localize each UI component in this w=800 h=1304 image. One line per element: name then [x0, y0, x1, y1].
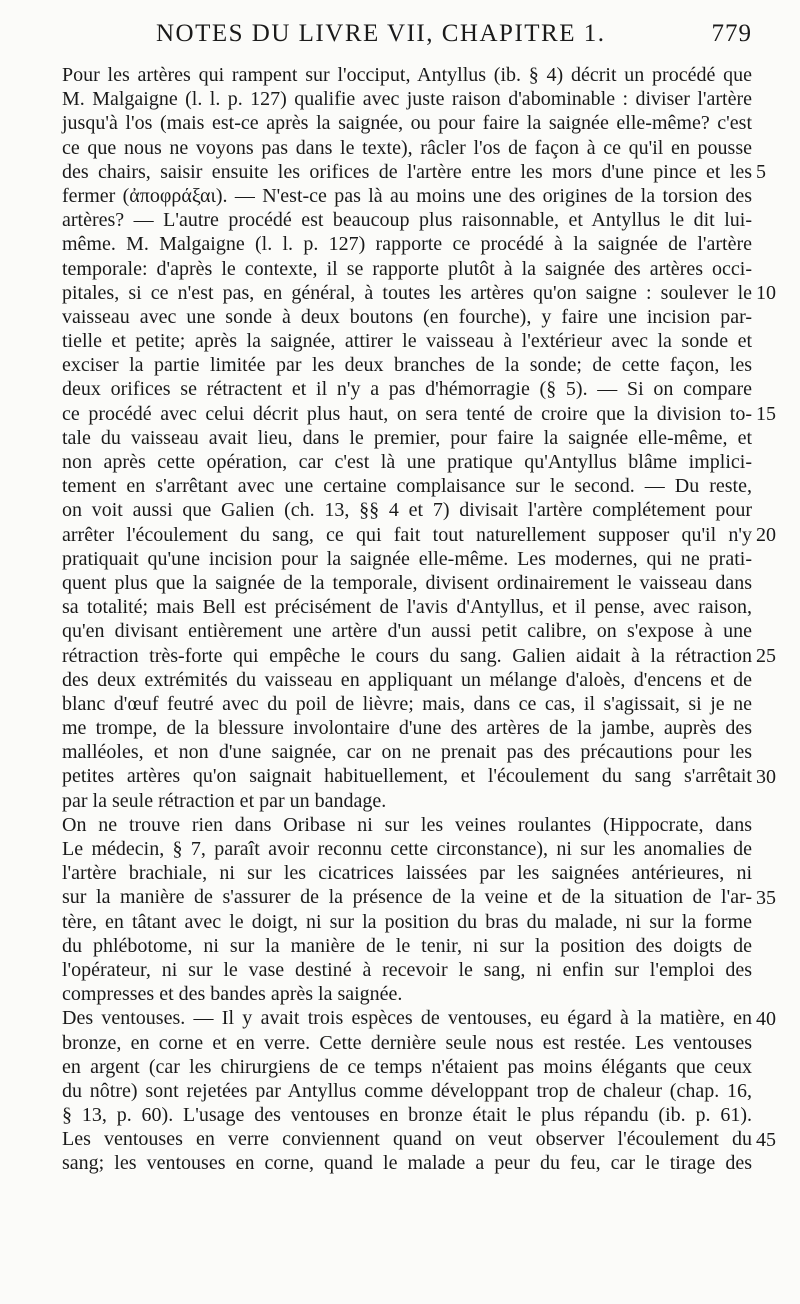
text-line: du nôtre) sont rejetées par Antyllus comme développant trop de chaleur (chap. 16,: [62, 1079, 752, 1102]
text-line: du phlébotome, ni sur la manière de le tenir, ni sur la position des doigts de: [62, 934, 752, 957]
text-line: bronze, en corne et en verre. Cette dernière seule nous est restée. Les ventouses: [62, 1031, 752, 1054]
text-line: On ne trouve rien dans Oribase ni sur les veines roulantes (Hippocrate, dans: [62, 813, 752, 836]
text-line: Les ventouses en verre conviennent quand on veut observer l'écoulement du: [62, 1128, 752, 1151]
text-line: tielle et petite; après la saignée, attirer le vaisseau à l'extérieur avec la sonde et: [62, 330, 752, 353]
text-line: par la seule rétraction et par un bandage.: [62, 789, 387, 812]
text-line: temporale: d'après le contexte, il se rapporte plutôt à la saignée des artères occi-: [62, 257, 752, 280]
text-line: Le médecin, § 7, paraît avoir reconnu cette circonstance), ni sur les anomalies de: [62, 838, 752, 860]
line-number: 45: [756, 1128, 776, 1151]
text-line: des chairs, saisir ensuite les orifices de l'artère entre les mors d'une pince et les: [62, 160, 752, 183]
text-line: sa totalité; mais Bell est précisément de l'avis d'Antyllus, et il pense, avec raison,: [62, 596, 752, 619]
page-number: 779: [711, 20, 752, 47]
page-header: [140, 14, 780, 54]
text-line: des deux extrémités du vaisseau en appliquant un mélange d'aloès, d'encens et de: [62, 668, 752, 691]
text-line: sang; les ventouses en corne, quand le malade a peur du feu, car le tirage des: [62, 1152, 752, 1175]
text-line: M. Malgaigne (l. l. p. 127) qualifie avec juste raison d'abominable : diviser l'artère: [62, 88, 752, 111]
line-number: 40: [756, 1007, 776, 1030]
text-line: non après cette opération, car c'est là une pratique qu'Antyllus blâme implici-: [62, 451, 752, 473]
line-number: 25: [756, 644, 776, 667]
line-number: 5: [756, 160, 766, 183]
text-line: Des ventouses. — Il y avait trois espèces de ventouses, eu égard à la matière, en: [62, 1007, 752, 1030]
text-line: tale du vaisseau avait lieu, dans le premier, pour faire la saignée elle-même, et: [62, 426, 752, 449]
text-line: arrêter l'écoulement du sang, ce qui fait tout naturellement supposer qu'il n'y: [62, 523, 752, 546]
text-line: quent plus que la saignée de la temporale, divisent ordinairement le vaisseau dans: [62, 571, 752, 594]
text-line: exciser la partie limitée par les deux branches de la sonde; de cette façon, les: [62, 354, 752, 377]
text-line: petites artères qu'on saignait habituellement, et l'écoulement du sang s'arrêtait: [62, 765, 752, 788]
text-line: qu'en divisant entièrement une artère d'un aussi petit calibre, on s'expose à une: [62, 620, 752, 643]
text-line: Pour les artères qui rampent sur l'occiput, Antyllus (ib. § 4) décrit un procédé que: [62, 64, 752, 86]
text-line: vaisseau avec une sonde à deux boutons (en fourche), y faire une incision par-: [62, 305, 752, 328]
text-line: l'artère brachiale, ni sur les cicatrices laissées par les saignées antérieures, ni: [62, 862, 752, 885]
text-line: artères? — L'autre procédé est beaucoup plus raisonnable, et Antyllus le dit lui-: [62, 209, 752, 232]
text-line: pratiquait qu'une incision pour la saignée elle-même. Les modernes, qui ne prati-: [62, 547, 752, 570]
text-line: on voit aussi que Galien (ch. 13, §§ 4 et 7) divisait l'artère complétement pour: [62, 499, 752, 522]
text-line: § 13, p. 60). L'usage des ventouses en bronze était le plus répandu (ib. p. 61).: [62, 1104, 752, 1127]
text-line: rétraction très-forte qui empêche le cours du sang. Galien aidait à la rétraction: [62, 644, 752, 667]
line-number: 20: [756, 523, 776, 546]
line-number: 35: [756, 886, 776, 909]
text-line: en argent (car les chirurgiens de ce temps n'étaient pas moins élégants que ceux: [62, 1055, 752, 1078]
body-text: [62, 63, 752, 1176]
text-line: me trompe, de la blessure involontaire d'une des artères de la jambe, auprès des: [62, 717, 752, 740]
text-line: ce que nous ne voyons pas dans le texte), râcler l'os de façon à ce qu'il en pousse: [62, 136, 752, 159]
text-line: malléoles, et non d'une saignée, car on ne prenait pas des précautions pour les: [62, 741, 752, 764]
line-number: 30: [756, 765, 776, 788]
text-line: même. M. Malgaigne (l. l. p. 127) rapporte ce procédé à la saignée de l'artère: [62, 233, 752, 256]
text-line: jusqu'à l'os (mais est-ce après la saignée, ou pour faire la saignée elle-même? c'est: [62, 112, 752, 135]
line-number: 15: [756, 402, 776, 425]
text-line: tère, en tâtant avec le doigt, ni sur la position du bras du malade, ni sur la forme: [62, 910, 752, 933]
text-line: tement en s'arrêtant avec une certaine complaisance sur le second. — Du reste,: [62, 475, 752, 498]
text-line: sur la manière de s'assurer de la présence de la veine et de la situation de l'ar-: [62, 886, 752, 909]
running-head: NOTES DU LIVRE VII, CHAPITRE 1.: [156, 20, 606, 47]
line-number: 10: [756, 281, 776, 304]
text-line: compresses et des bandes après la saignée.: [62, 983, 403, 1006]
text-line: blanc d'œuf feutré avec du poil de lièvre; mais, dans ce cas, il s'agissait, si je ne: [62, 692, 752, 715]
text-line: pitales, si ce n'est pas, en général, à toutes les artères qu'on saigne : soulever le: [62, 281, 752, 304]
text-line: ce procédé avec celui décrit plus haut, on sera tenté de croire que la division to-: [62, 402, 752, 425]
text-line: fermer (ἀποφράξαι). — N'est-ce pas là au moins une des origines de la torsion des: [62, 184, 752, 207]
text-line: l'opérateur, ni sur le vase destiné à recevoir le sang, ni enfin sur l'emploi des: [62, 958, 752, 981]
text-line: deux orifices se rétractent et il n'y a pas d'hémorragie (§ 5). — Si on compare: [62, 378, 752, 401]
